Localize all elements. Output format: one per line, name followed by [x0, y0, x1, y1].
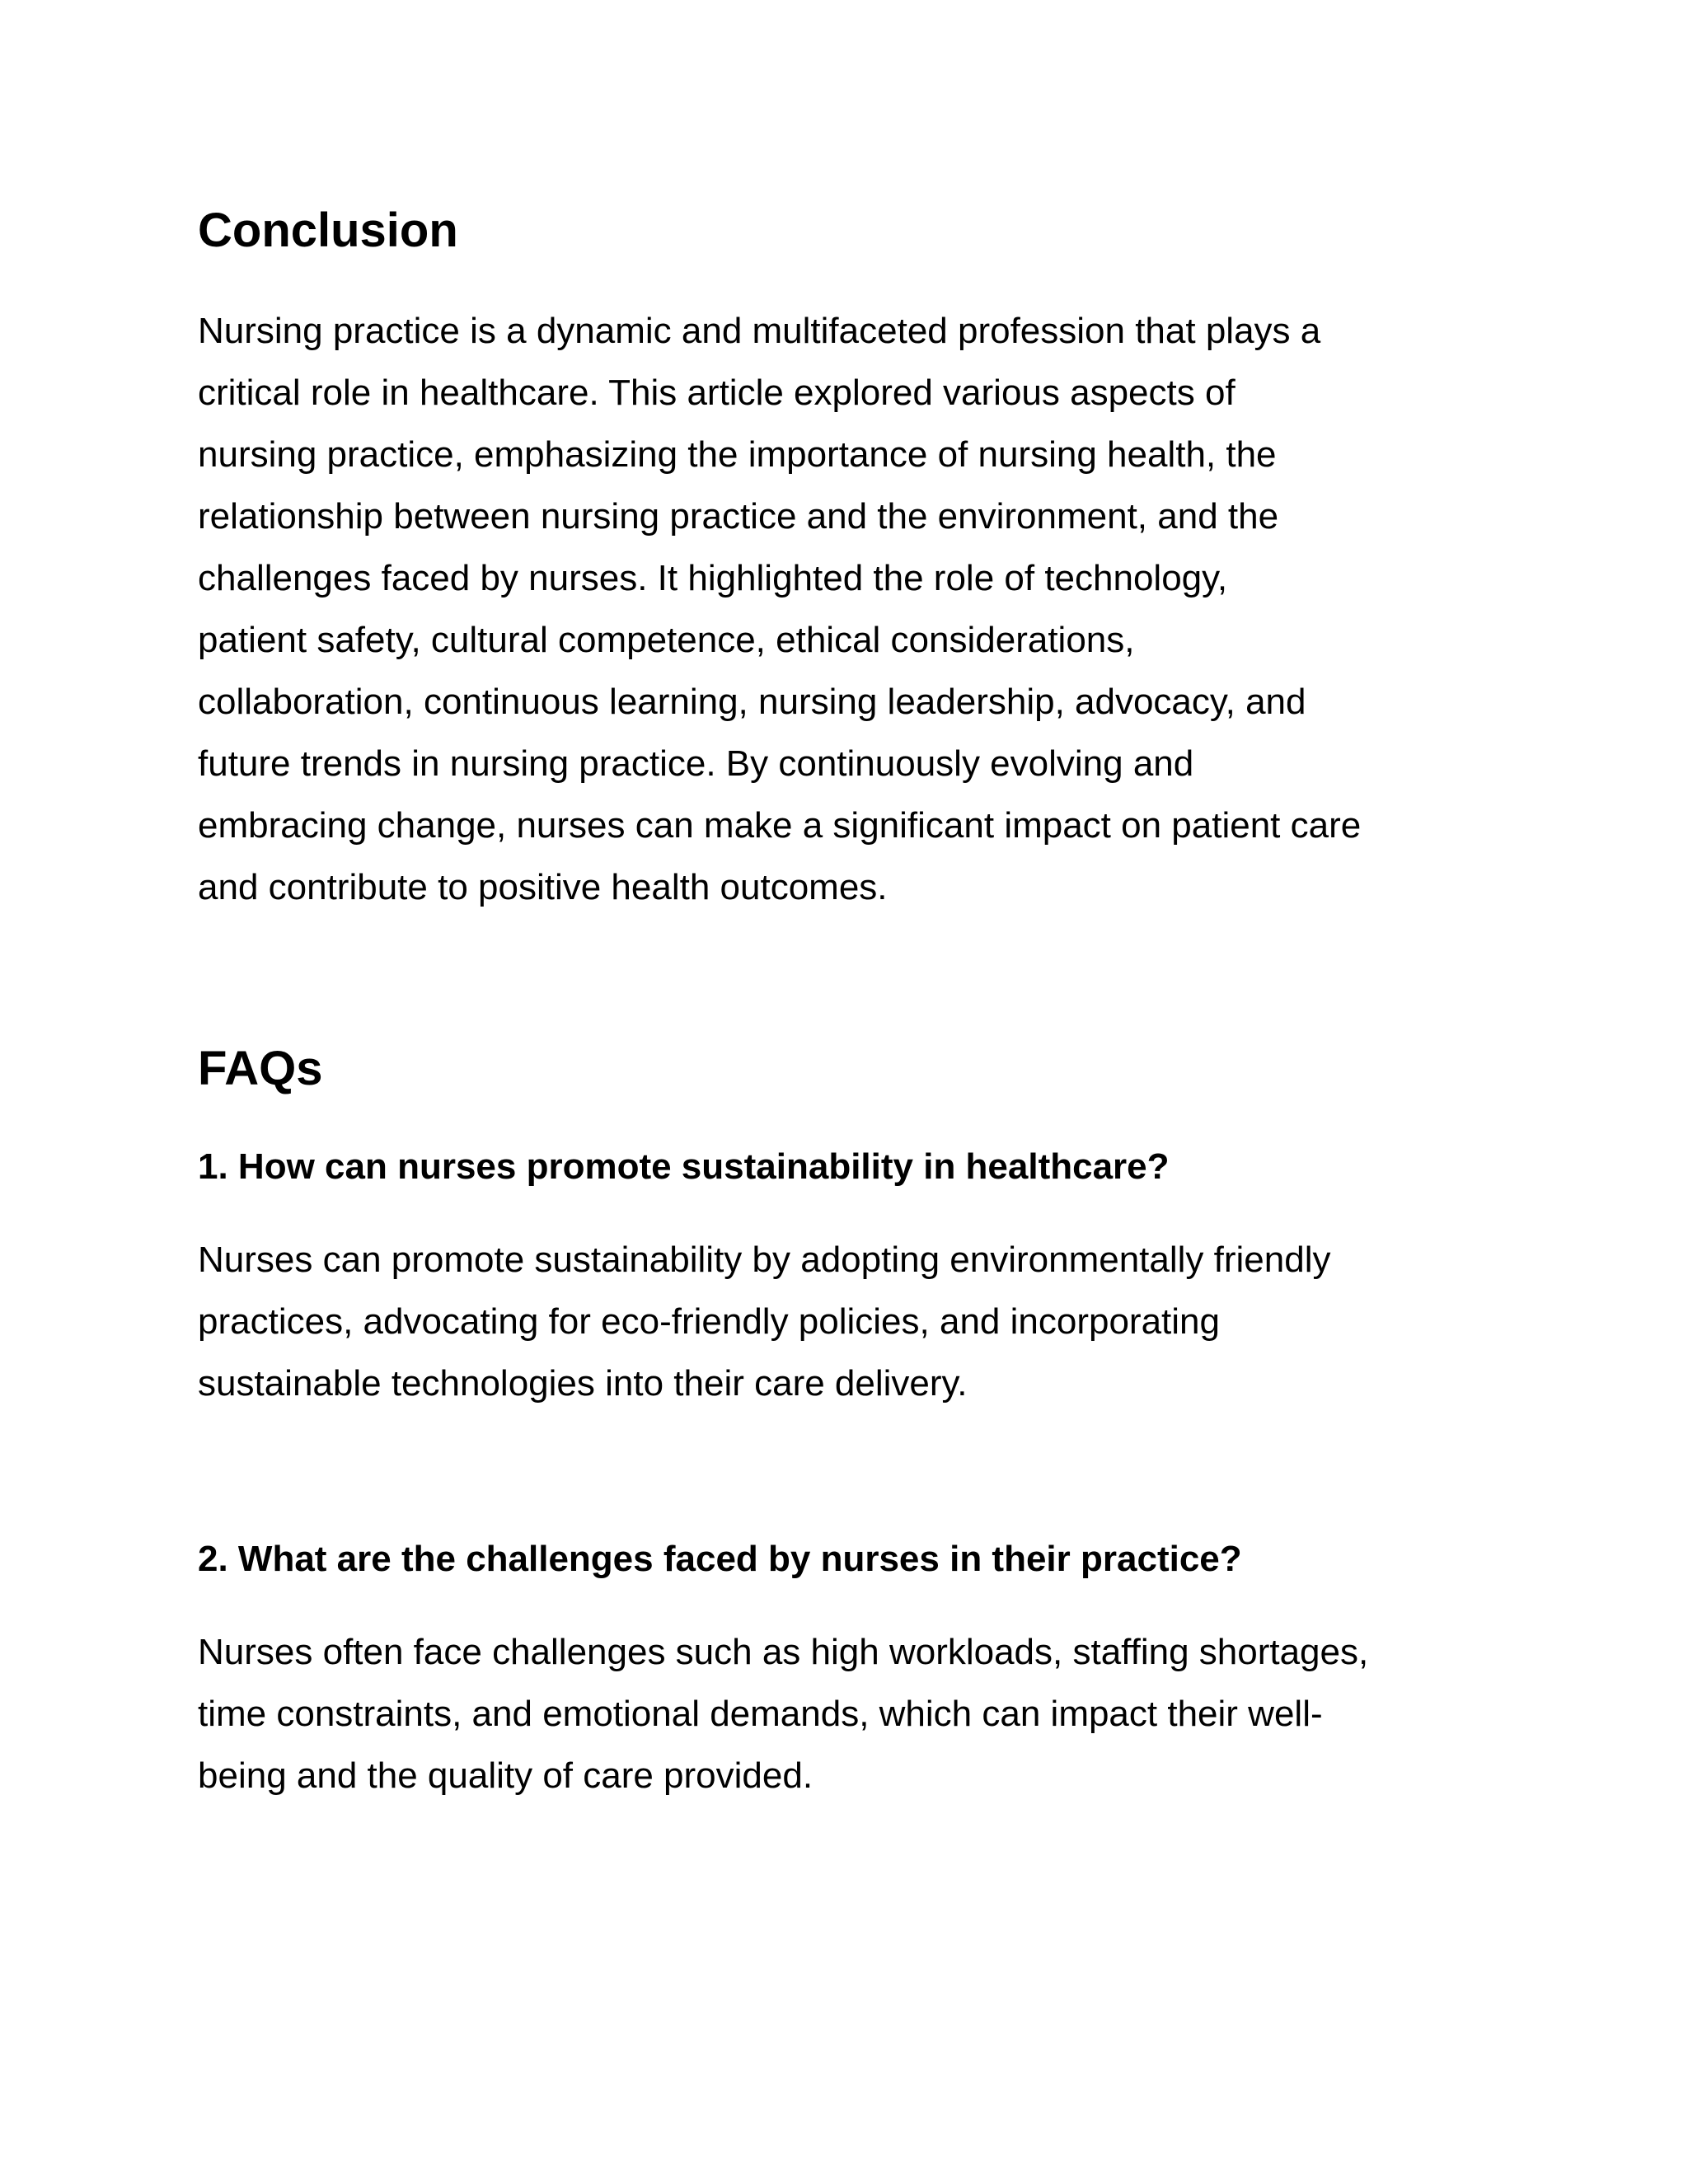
conclusion-heading: Conclusion [198, 204, 458, 257]
faq-answer-line: being and the quality of care provided. [198, 1755, 814, 1796]
faqs-heading: FAQs [198, 1042, 323, 1095]
faq-answer-line: Nurses often face challenges such as high workloads, staffing shortages, [198, 1632, 1369, 1672]
conclusion-line: challenges faced by nurses. It highlighted the role of technology, [198, 558, 1228, 598]
faq-answer-line: time constraints, and emotional demands, which can impact their well- [198, 1694, 1323, 1734]
conclusion-line: embracing change, nurses can make a significant impact on patient care [198, 805, 1362, 846]
conclusion-line: nursing practice, emphasizing the importance of nursing health, the [198, 434, 1277, 475]
faq-question: 2. What are the challenges faced by nurses in their practice? [198, 1539, 1242, 1579]
conclusion-line: and contribute to positive health outcomes. [198, 867, 888, 907]
faq-answer-line: practices, advocating for eco-friendly policies, and incorporating [198, 1301, 1220, 1342]
conclusion-line: collaboration, continuous learning, nursing leadership, advocacy, and [198, 682, 1306, 722]
conclusion-line: patient safety, cultural competence, ethical considerations, [198, 620, 1135, 660]
conclusion-line: critical role in healthcare. This article explored various aspects of [198, 373, 1236, 413]
faq-question: 1. How can nurses promote sustainability in healthcare? [198, 1146, 1170, 1187]
faq-answer-line: Nurses can promote sustainability by adopting environmentally friendly [198, 1240, 1331, 1280]
faq-answer [198, 1621, 1517, 1807]
conclusion-line: future trends in nursing practice. By continuously evolving and [198, 743, 1194, 784]
conclusion-paragraph [198, 300, 1517, 918]
conclusion-line: Nursing practice is a dynamic and multifaceted profession that plays a [198, 311, 1321, 351]
faq-answer-line: sustainable technologies into their care delivery. [198, 1363, 968, 1404]
faq-answer [198, 1229, 1517, 1414]
conclusion-line: relationship between nursing practice and the environment, and the [198, 496, 1279, 537]
